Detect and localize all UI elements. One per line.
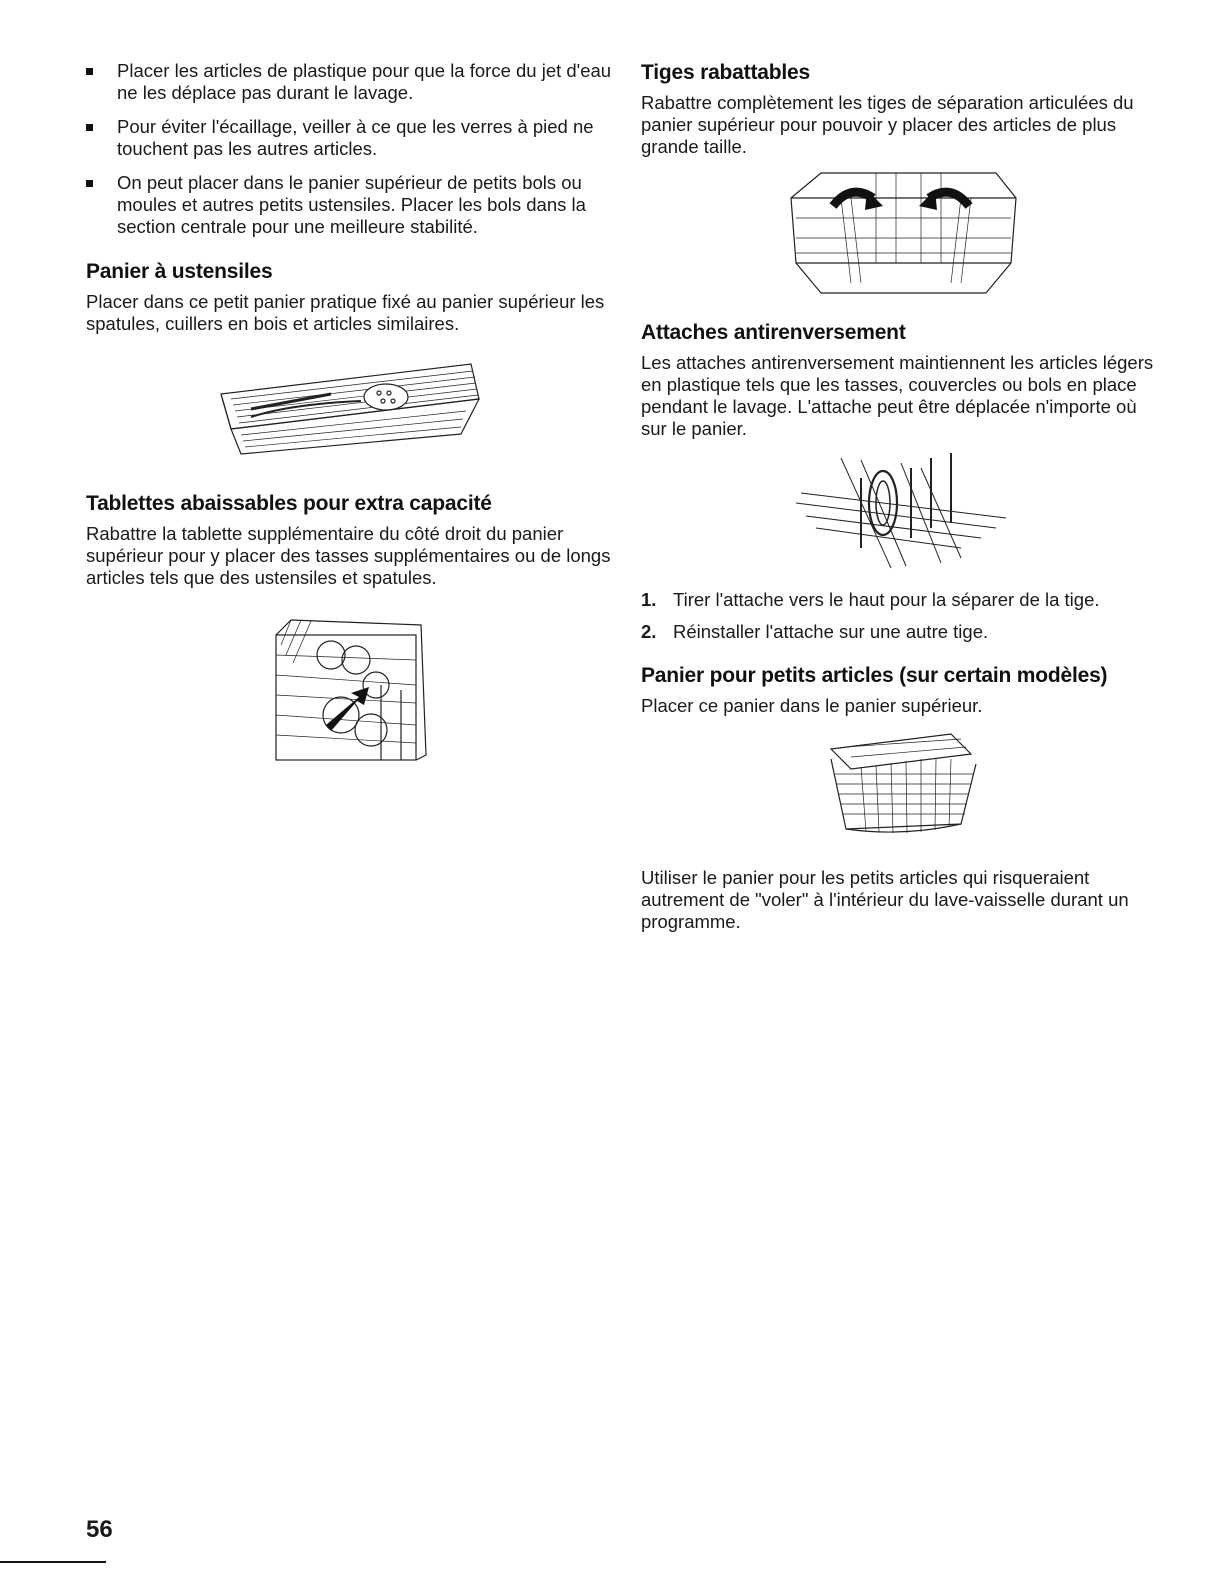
left-column [86,60,616,775]
cup-clip-illustration [781,448,1021,573]
fold-down-shelves-heading: Tablettes abaissables pour extra capacité [86,492,492,515]
list-item: 2. Réinstaller l'attache sur une autre tige. [641,621,989,642]
utensil-basket-illustration [211,349,491,459]
bullet-icon [86,180,93,187]
clip-steps-list [641,589,1161,643]
fold-down-tines-heading: Tiges rabattables [641,61,810,84]
cup-clips-heading: Attaches antirenversement [641,321,906,344]
fold-down-tines-illustration [781,168,1021,298]
page-number: 56 [86,1516,113,1543]
list-item: 1. Tirer l'attache vers le haut pour la séparer de la tige. [641,589,1100,610]
small-items-basket-text: Placer ce panier dans le panier supérieur. [641,695,983,716]
utensil-basket-heading: Panier à ustensiles [86,260,273,283]
bullet-icon [86,68,93,75]
small-items-basket-heading: Panier pour petits articles (sur certain modèles) [641,664,1108,687]
footer-rule [0,1561,106,1563]
loading-tips-list [86,60,616,238]
utensil-basket-text: Placer dans ce petit panier pratique fixé au panier supérieur les spatules, cuillers en bois et articles similaires. [86,291,605,334]
small-items-basket-usage-text: Utiliser le panier pour les petits articles qui risqueraient autrement de "voler" à l'intérieur du lave-vaisselle durant un programme. [641,867,1129,932]
bullet-icon [86,124,93,131]
list-item: Pour éviter l'écaillage, veiller à ce que les verres à pied ne touchent pas les autres articles. [86,116,616,160]
cup-clips-text: Les attaches antirenversement maintiennent les articles légers en plastique tels que les tasses, couvercles ou bols en place pendant le lavage. L'attache peut être déplacée n'importe où sur le panier. [641,352,1154,439]
list-item: Placer les articles de plastique pour que la force du jet d'eau ne les déplace pas durant le lavage. [86,60,616,104]
fold-down-shelves-text: Rabattre la tablette supplémentaire du côté droit du panier supérieur pour y placer des tasses supplémentaires ou de longs articles tels que des ustensiles et spatules. [86,523,611,588]
list-item: On peut placer dans le panier supérieur de petits bols ou moules et autres petits ustensiles. Placer les bols dans la section centrale pour une meilleure stabilité. [86,172,616,238]
right-column [641,60,1161,933]
fold-down-shelf-illustration [271,615,431,775]
fold-down-tines-text: Rabattre complètement les tiges de séparation articulées du panier supérieur pour pouvoir y placer des articles de plus grande taille. [641,92,1134,157]
small-items-basket-illustration [821,729,981,839]
